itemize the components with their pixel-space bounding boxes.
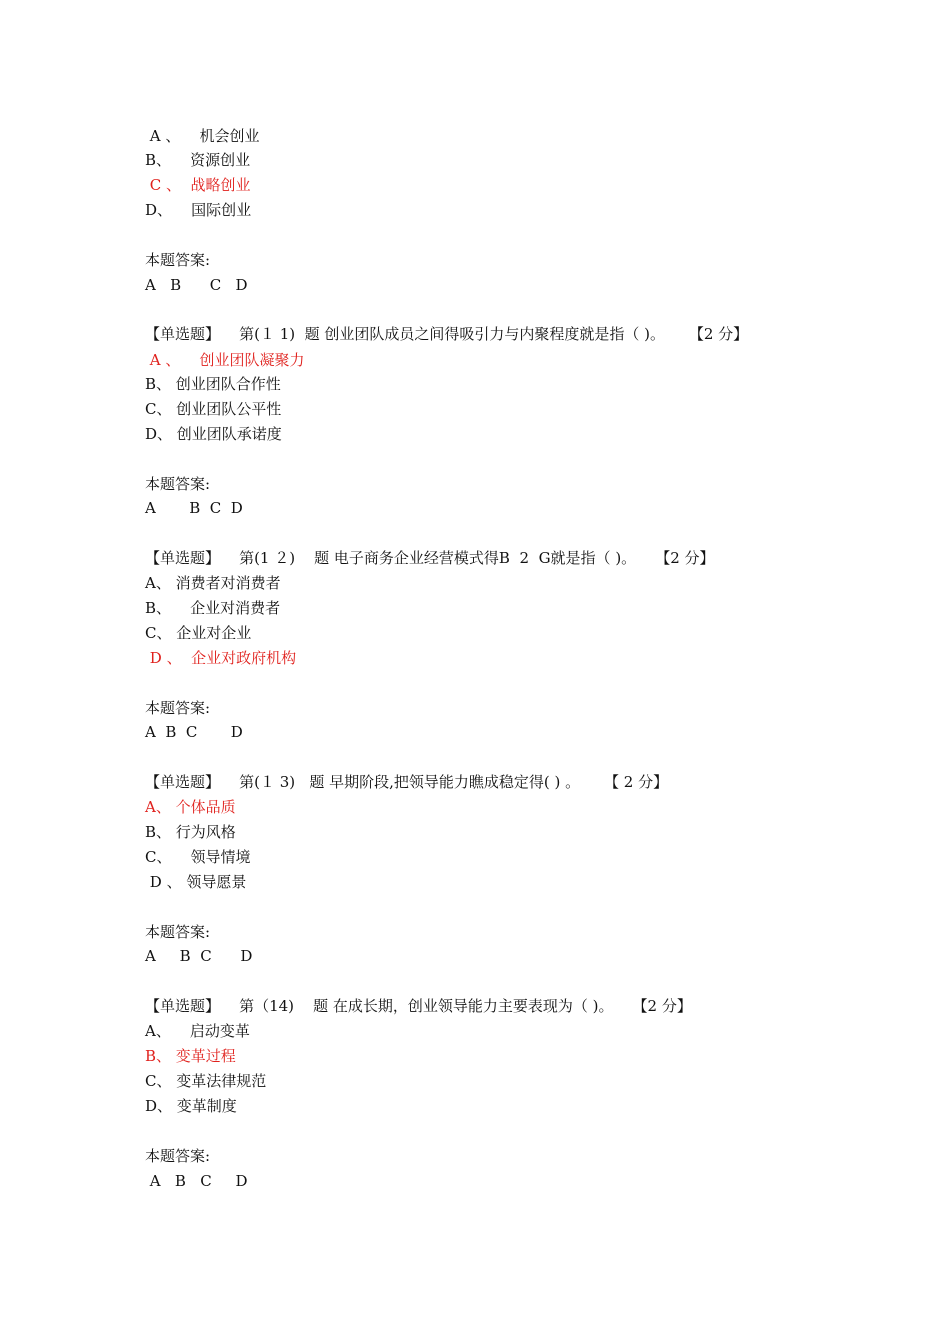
answer-label: 本题答案: (145, 1147, 211, 1165)
option-c: C、 领导情境 (145, 848, 251, 866)
option-a-correct: A、 个体品质 (145, 798, 236, 816)
answer-choices: A B C D (145, 723, 243, 741)
question-13-header: 【单选题】 第(１ 3) 题 早期阶段,把领导能力瞧成稳定得( ) 。 【 2 分】 (145, 773, 669, 791)
option-c-correct: C 、 战略创业 (145, 176, 251, 194)
answer-label: 本题答案: (145, 475, 211, 493)
question-11-header: 【单选题】 第(１ 1) 题 创业团队成员之间得吸引力与内聚程度就是指（ )。 【2 分】 (145, 325, 749, 343)
option-c: C、 变革法律规范 (145, 1072, 267, 1090)
answer-label: 本题答案: (145, 699, 211, 717)
answer-label: 本题答案: (145, 923, 211, 941)
option-c: C、 创业团队公平性 (145, 400, 282, 418)
answer-label: 本题答案: (145, 251, 211, 269)
option-d: D 、 领导愿景 (145, 873, 247, 891)
option-a: A 、 机会创业 (145, 127, 260, 145)
question-12-header: 【单选题】 第(1 ２) 题 电子商务企业经营模式得B 2 G就是指（ )。 【2 分】 (145, 549, 715, 567)
option-a: A、 启动变革 (145, 1022, 250, 1040)
option-d: D、 变革制度 (145, 1097, 237, 1115)
option-b: B、 企业对消费者 (145, 599, 281, 617)
option-b: B、 行为风格 (145, 823, 236, 841)
question-14-header: 【单选题】 第（14) 题 在成长期，创业领导能力主要表现为（ )。 【2 分】 (145, 997, 692, 1015)
option-b-correct: B、 变革过程 (145, 1047, 236, 1065)
option-a: A、 消费者对消费者 (145, 574, 281, 592)
option-d: D、 创业团队承诺度 (145, 425, 282, 443)
answer-choices: A B C D (145, 947, 253, 965)
answer-choices: A B C D (145, 499, 243, 517)
option-d-correct: D 、 企业对政府机构 (145, 649, 297, 667)
option-b: B、 资源创业 (145, 151, 251, 169)
answer-choices: A B C D (145, 1172, 248, 1190)
option-c: C、 企业对企业 (145, 624, 252, 642)
answer-choices: A B C D (145, 276, 248, 294)
option-d: D、 国际创业 (145, 201, 252, 219)
option-b: B、 创业团队合作性 (145, 375, 281, 393)
option-a-correct: A 、 创业团队凝聚力 (145, 351, 305, 369)
